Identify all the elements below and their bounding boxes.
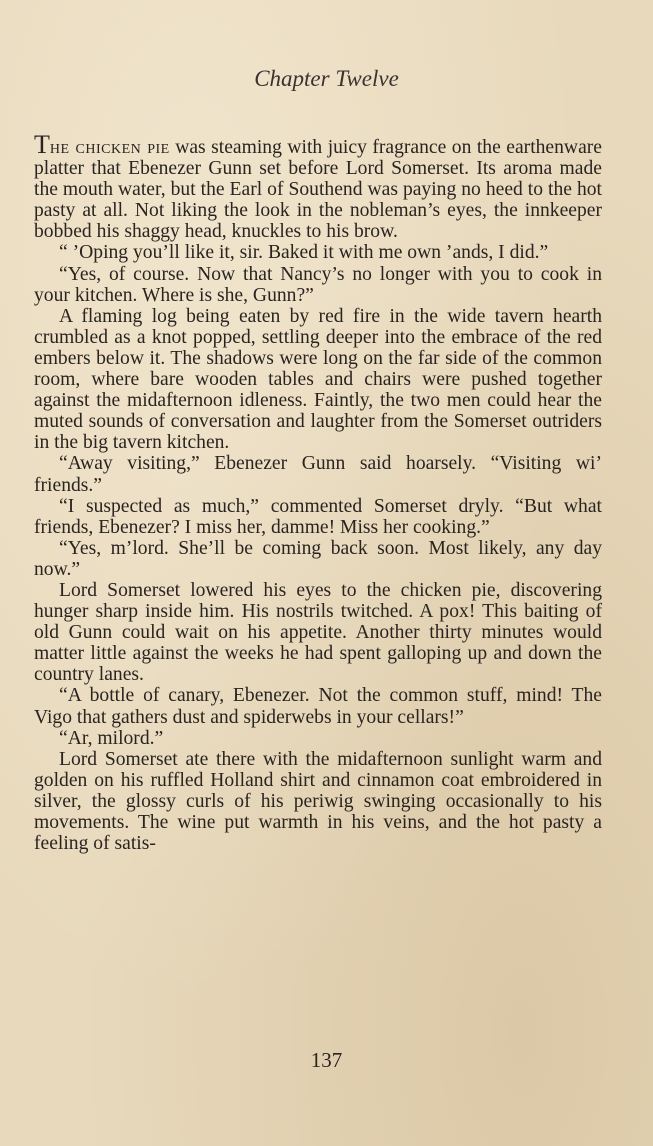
drop-cap: T [34,130,50,159]
paragraph-8: Lord Somerset lowered his eyes to the chicken pie, discovering hunger sharp inside him. His nostrils twitched. A pox! This baiting of old Gunn could wait on his appetite. Another thirty minutes would matter little against the weeks he had spent galloping up and down the country lanes. [34,579,602,686]
paragraph-6: “I suspected as much,” commented Somerset dryly. “But what friends, Ebenezer? I miss her, damme! Miss her cooking.” [34,495,602,538]
paragraph-9: “A bottle of canary, Ebenezer. Not the common stuff, mind! The Vigo that gathers dust and spiderwebs in your cellars!” [34,685,602,728]
paragraph-11: Lord Somerset ate there with the midafternoon sunlight warm and golden on his ruffled Holland shirt and cinnamon coat embroidered in silver, the glossy curls of his periwig swinging occasionally to his movements. The wine put warmth in his veins, and the hot pasty a feeling of satis- [34,748,602,855]
paragraph-7: “Yes, m’lord. She’ll be coming back soon. Most likely, any day now.” [34,537,602,580]
paragraph-5: “Away visiting,” Ebenezer Gunn said hoarsely. “Visiting wi’ friends.” [34,453,602,496]
chapter-title: Chapter Twelve [254,66,399,91]
page-number: 137 [310,1048,343,1072]
paragraph-2: “ ’Oping you’ll like it, sir. Baked it with me own ’ands, I did.” [59,242,549,264]
paragraph-4: A flaming log being eaten by red fire in the wide tavern hearth crumbled as a knot popped, settling deeper into the embrace of the red embers below it. The shadows were long on the far side of the common room, where bare wooden tables and chairs were pushed together against the midafternoon idleness. Faintly, the two men could hear the muted sounds of conversation and laughter from the Somerset outriders in the big tavern kitchen. [34,305,602,454]
paragraph-10: “Ar, milord.” [59,727,164,749]
paragraph-3: “Yes, of course. Now that Nancy’s no longer with you to cook in your kitchen. Where is she, Gunn?” [34,263,602,306]
opening-small-caps: he chicken pie [49,137,170,158]
body-text [34,130,602,855]
paragraph-1 [34,130,602,243]
paragraph-1-text: was steaming with juicy fragrance on the earthenware platter that Ebenezer Gunn set before Lord Somerset. Its aroma made the mouth water, but the Earl of Southend was paying no heed to the hot pasty at all. Not liking the look in the nobleman’s eyes, the innkeeper bobbed his shaggy head, knuckles to his brow. [34,137,602,243]
